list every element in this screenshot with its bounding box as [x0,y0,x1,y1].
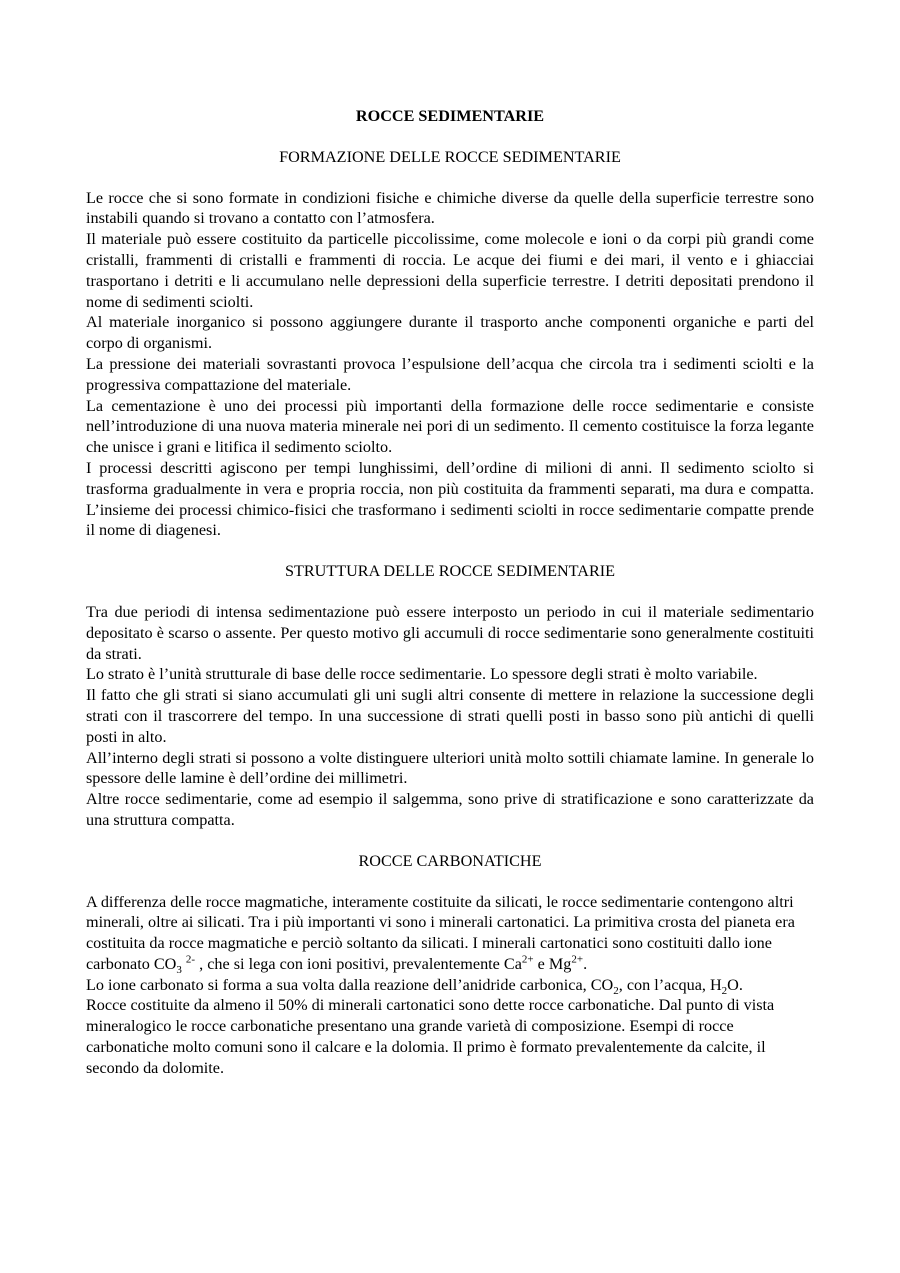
paragraph: La cementazione è uno dei processi più importanti della formazione delle rocce sedimentarie e consiste nell’introduzione di una nuova materia minerale nei pori di un sedimento. Il cemento costituisce la forza legante che unisce i grani e litifica il sedimento sciolto. [86,396,814,457]
text-run: , che si lega con ioni positivi, prevalentemente Ca [195,954,522,973]
document-page [86,106,814,1099]
superscript: 2+ [521,953,534,966]
paragraph: Al materiale inorganico si possono aggiungere durante il trasporto anche componenti organiche e parti del corpo di organismi. [86,313,814,353]
paragraph: Le rocce che si sono formate in condizioni fisiche e chimiche diverse da quelle della superficie terrestre sono instabili quando si trovano a contatto con l’atmosfera. [86,188,814,228]
subscript: 2 [721,984,728,997]
superscript: 2+ [571,953,584,966]
paragraph: I processi descritti agiscono per tempi lunghissimi, dell’ordine di milioni di anni. Il sedimento sciolto si trasforma gradualmente in vera e propria roccia, non più costituita da frammenti separati, ma dura e compatta. L’insieme dei processi chimico-fisici che trasformano i sedimenti sciolti in rocce sedimentarie compatte prende il nome di diagenesi. [86,458,814,540]
paragraph: Il fatto che gli strati si siano accumulati gli uni sugli altri consente di mettere in relazione la successione degli strati con il trascorrere del tempo. In una successione di strati quelli posti in basso sono più antichi di quelli posti in alto. [86,686,814,746]
section-heading: STRUTTURA DELLE ROCCE SEDIMENTARIE [284,562,616,581]
section-heading: FORMAZIONE DELLE ROCCE SEDIMENTARIE [279,147,621,166]
paragraph: Altre rocce sedimentarie, come ad esempio il salgemma, sono prive di stratificazione e sono caratterizzate da una struttura compatta. [86,790,814,829]
paragraph [86,892,814,975]
superscript: 2- [185,953,196,966]
section-carbonatiche [86,851,814,1079]
paragraph: All’interno degli strati si possono a volte distinguere ulteriori unità molto sottili chiamate lamine. In generale lo spessore delle lamine è dell’ordine dei millimetri. [86,748,814,788]
document-title: ROCCE SEDIMENTARIE [355,107,545,125]
text-run: A differenza delle rocce magmatiche, interamente costituite da silicati, le rocce sedimentarie contengono altri minerali, oltre ai silicati. Tra i più importanti vi sono i minerali cartonatici. La primitiva crosta del pianeta era costituita da rocce magmatiche e perciò soltanto da silicati. I minerali cartonatici sono costituiti dallo ione carbonato CO [86,892,795,973]
paragraph [86,975,814,996]
section-heading: ROCCE CARBONATICHE [358,851,542,870]
paragraph: La pressione dei materiali sovrastanti provoca l’espulsione dell’acqua che circola tra i sedimenti sciolti e la progressiva compattazione del materiale. [86,354,814,394]
section-formazione [86,147,814,541]
section-struttura [86,561,814,831]
subscript: 3 [176,964,182,977]
paragraph: Lo strato è l’unità strutturale di base delle rocce sedimentarie. Lo spessore degli strati è molto variabile. [86,665,758,684]
text-run: e Mg [533,954,572,973]
text-run: Lo ione carbonato si forma a sua volta dalla reazione dell’anidride carbonica, CO [86,975,614,994]
text-run: , con l’acqua, H [618,975,722,994]
paragraph: Rocce costituite da almeno il 50% di minerali cartonatici sono dette rocce carbonatiche. Dal punto di vista mineralogico le rocce carbonatiche presentano una grande varietà di composizione. Esempi di rocce carbonatiche molto comuni sono il calcare e la dolomia. Il primo è formato prevalentemente da calcite, il secondo da dolomite. [86,996,775,1077]
text-run: O. [727,975,743,994]
paragraph: Tra due periodi di intensa sedimentazione può essere interposto un periodo in cui il materiale sedimentario depositato è scarso o assente. Per questo motivo gli accumuli di rocce sedimentarie sono generalmente costituiti da strati. [86,602,814,663]
text-run: . [583,954,588,973]
subscript: 2 [613,984,619,997]
paragraph: Il materiale può essere costituito da particelle piccolissime, come molecole e ioni o da corpi più grandi come cristalli, frammenti di cristalli e frammenti di roccia. Le acque dei fiumi e dei mari, il vento e i ghiacciai trasportano i detriti e li accumulano nelle depressioni della superficie terrestre. I detriti depositati prendono il nome di sedimenti sciolti. [86,230,814,311]
